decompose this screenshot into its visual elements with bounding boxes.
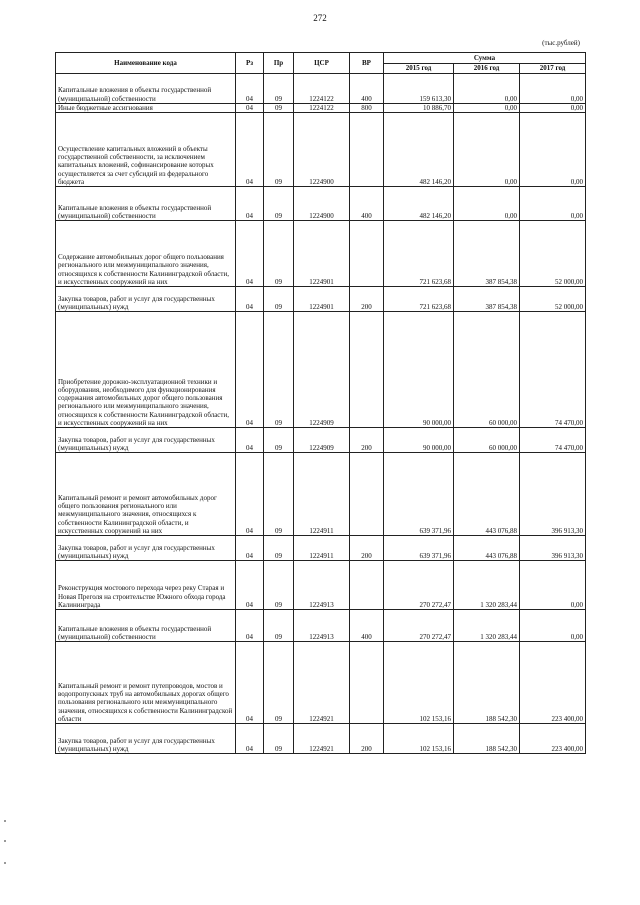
- row-csr: 1224900: [294, 113, 350, 187]
- table-row: [56, 536, 586, 561]
- row-2017: 0,00: [520, 561, 586, 610]
- row-csr: 1224909: [294, 428, 350, 453]
- row-2016: 60 000,00: [454, 428, 520, 453]
- row-2015: 10 886,70: [384, 104, 454, 113]
- row-pr: 09: [264, 724, 294, 754]
- row-rz: 04: [236, 312, 264, 428]
- row-2016: 60 000,00: [454, 312, 520, 428]
- table-row: [56, 113, 586, 187]
- row-2017: 396 913,30: [520, 536, 586, 561]
- header-pr: Пр: [264, 53, 294, 74]
- row-name: Капитальный ремонт и ремонт путепроводов, мостов и водопропускных труб на автомобильных дорогах общего пользования регионального или межмуниципального значения, относящихся к собственности Калининградской области: [56, 642, 236, 724]
- row-name: Капитальные вложения в объекты государственной (муниципальной) собственности: [56, 610, 236, 642]
- row-pr: 09: [264, 74, 294, 104]
- row-pr: 09: [264, 221, 294, 287]
- row-2015: 482 146,20: [384, 113, 454, 187]
- row-vr: [350, 312, 384, 428]
- table-row: [56, 561, 586, 610]
- row-2017: 74 470,00: [520, 428, 586, 453]
- row-name: Закупка товаров, работ и услуг для государственных (муниципальных) нужд: [56, 536, 236, 561]
- row-pr: 09: [264, 428, 294, 453]
- row-2015: 159 613,30: [384, 74, 454, 104]
- row-rz: 04: [236, 724, 264, 754]
- row-pr: 09: [264, 536, 294, 561]
- row-csr: 1224911: [294, 453, 350, 536]
- table-row: [56, 642, 586, 724]
- row-2017: 0,00: [520, 113, 586, 187]
- row-2017: 396 913,30: [520, 453, 586, 536]
- table-row: [56, 287, 586, 312]
- row-csr: 1224913: [294, 610, 350, 642]
- row-csr: 1224909: [294, 312, 350, 428]
- row-2017: 52 000,00: [520, 287, 586, 312]
- row-2016: 1 320 283,44: [454, 561, 520, 610]
- row-vr: 400: [350, 610, 384, 642]
- row-rz: 04: [236, 221, 264, 287]
- row-2015: 90 000,00: [384, 312, 454, 428]
- row-2015: 270 272,47: [384, 561, 454, 610]
- row-name: Иные бюджетные ассигнования: [56, 104, 236, 113]
- header-name: Наименование кода: [56, 53, 236, 74]
- row-name: Закупка товаров, работ и услуг для государственных (муниципальных) нужд: [56, 724, 236, 754]
- row-csr: 1224901: [294, 287, 350, 312]
- row-csr: 1224122: [294, 74, 350, 104]
- row-2015: 482 146,20: [384, 187, 454, 221]
- row-vr: 400: [350, 74, 384, 104]
- row-2016: 0,00: [454, 104, 520, 113]
- row-pr: 09: [264, 561, 294, 610]
- row-csr: 1224913: [294, 561, 350, 610]
- table-row: [56, 187, 586, 221]
- table-row: [56, 104, 586, 113]
- scan-mark: [4, 840, 6, 842]
- row-vr: [350, 642, 384, 724]
- table-row: [56, 428, 586, 453]
- row-csr: 1224122: [294, 104, 350, 113]
- table-row: [56, 453, 586, 536]
- row-2016: 188 542,30: [454, 642, 520, 724]
- row-csr: 1224921: [294, 642, 350, 724]
- row-rz: 04: [236, 428, 264, 453]
- row-rz: 04: [236, 642, 264, 724]
- row-rz: 04: [236, 561, 264, 610]
- row-rz: 04: [236, 453, 264, 536]
- row-rz: 04: [236, 104, 264, 113]
- table-row: [56, 74, 586, 104]
- row-2015: 639 371,96: [384, 536, 454, 561]
- row-rz: 04: [236, 74, 264, 104]
- row-rz: 04: [236, 610, 264, 642]
- row-2015: 270 272,47: [384, 610, 454, 642]
- row-2017: 0,00: [520, 610, 586, 642]
- row-csr: 1224901: [294, 221, 350, 287]
- row-pr: 09: [264, 187, 294, 221]
- table-row: [56, 610, 586, 642]
- row-name: Содержание автомобильных дорог общего пользования регионального или межмуниципального значения, относящихся к собственности Калининградской области, и искусственных сооружений на них: [56, 221, 236, 287]
- page-number: 272: [313, 13, 327, 23]
- row-rz: 04: [236, 187, 264, 221]
- header-2016: 2016 год: [454, 64, 520, 74]
- table-row: [56, 312, 586, 428]
- row-name: Капитальные вложения в объекты государственной (муниципальной) собственности: [56, 187, 236, 221]
- row-2016: 387 854,38: [454, 287, 520, 312]
- row-pr: 09: [264, 610, 294, 642]
- row-vr: 200: [350, 536, 384, 561]
- row-name: Закупка товаров, работ и услуг для государственных (муниципальных) нужд: [56, 287, 236, 312]
- header-vr: ВР: [350, 53, 384, 74]
- row-name: Реконструкция мостового перехода через реку Старая и Новая Преголя на строительстве Южного обхода города Калининграда: [56, 561, 236, 610]
- row-rz: 04: [236, 536, 264, 561]
- table-body: [56, 74, 586, 754]
- row-2015: 721 623,68: [384, 221, 454, 287]
- row-name: Приобретение дорожно-эксплуатационной техники и оборудования, необходимого для функционирования содержания автомобильных дорог общего пользования регионального или межмуниципального значения, относящихся к собственности Калининградской области, и искусственных сооружений на них: [56, 312, 236, 428]
- row-csr: 1224900: [294, 187, 350, 221]
- row-name: Закупка товаров, работ и услуг для государственных (муниципальных) нужд: [56, 428, 236, 453]
- header-csr: ЦСР: [294, 53, 350, 74]
- row-vr: 200: [350, 428, 384, 453]
- table-row: [56, 221, 586, 287]
- row-vr: [350, 561, 384, 610]
- row-2016: 0,00: [454, 74, 520, 104]
- row-rz: 04: [236, 113, 264, 187]
- row-2017: 0,00: [520, 74, 586, 104]
- row-vr: 400: [350, 187, 384, 221]
- row-pr: 09: [264, 312, 294, 428]
- row-2016: 0,00: [454, 187, 520, 221]
- row-vr: [350, 453, 384, 536]
- row-pr: 09: [264, 642, 294, 724]
- table-row: [56, 724, 586, 754]
- header-2015: 2015 год: [384, 64, 454, 74]
- header-sum: Сумма: [384, 53, 586, 64]
- row-vr: 200: [350, 724, 384, 754]
- row-2017: 0,00: [520, 187, 586, 221]
- header-2017: 2017 год: [520, 64, 586, 74]
- row-pr: 09: [264, 453, 294, 536]
- row-2015: 102 153,16: [384, 724, 454, 754]
- row-csr: 1224911: [294, 536, 350, 561]
- row-2016: 387 854,38: [454, 221, 520, 287]
- row-name: Осуществление капитальных вложений в объекты государственной собственности, за исключением капитальных вложений, софинансирование которых осуществляется за счет субсидий из федерального бюджета: [56, 113, 236, 187]
- row-2017: 223 400,00: [520, 642, 586, 724]
- row-2016: 443 076,88: [454, 453, 520, 536]
- row-vr: [350, 113, 384, 187]
- row-2017: 52 000,00: [520, 221, 586, 287]
- units-label: (тыс.рублей): [542, 39, 580, 47]
- budget-table: [55, 52, 586, 754]
- row-csr: 1224921: [294, 724, 350, 754]
- row-vr: 800: [350, 104, 384, 113]
- row-2016: 188 542,30: [454, 724, 520, 754]
- row-2015: 90 000,00: [384, 428, 454, 453]
- row-2015: 639 371,96: [384, 453, 454, 536]
- row-pr: 09: [264, 113, 294, 187]
- row-2016: 1 320 283,44: [454, 610, 520, 642]
- row-2015: 721 623,68: [384, 287, 454, 312]
- row-2017: 74 470,00: [520, 312, 586, 428]
- header-rz: Рз: [236, 53, 264, 74]
- row-2015: 102 153,16: [384, 642, 454, 724]
- row-pr: 09: [264, 287, 294, 312]
- row-vr: 200: [350, 287, 384, 312]
- row-vr: [350, 221, 384, 287]
- row-2016: 0,00: [454, 113, 520, 187]
- scan-mark: [4, 862, 6, 864]
- row-2017: 0,00: [520, 104, 586, 113]
- row-rz: 04: [236, 287, 264, 312]
- row-pr: 09: [264, 104, 294, 113]
- row-2017: 223 400,00: [520, 724, 586, 754]
- row-name: Капитальный ремонт и ремонт автомобильных дорог общего пользования регионального или межмуниципального значения, относящихся к собственности Калининградской области, и искусственных сооружений на них: [56, 453, 236, 536]
- scan-mark: [4, 820, 6, 822]
- row-2016: 443 076,88: [454, 536, 520, 561]
- row-name: Капитальные вложения в объекты государственной (муниципальной) собственности: [56, 74, 236, 104]
